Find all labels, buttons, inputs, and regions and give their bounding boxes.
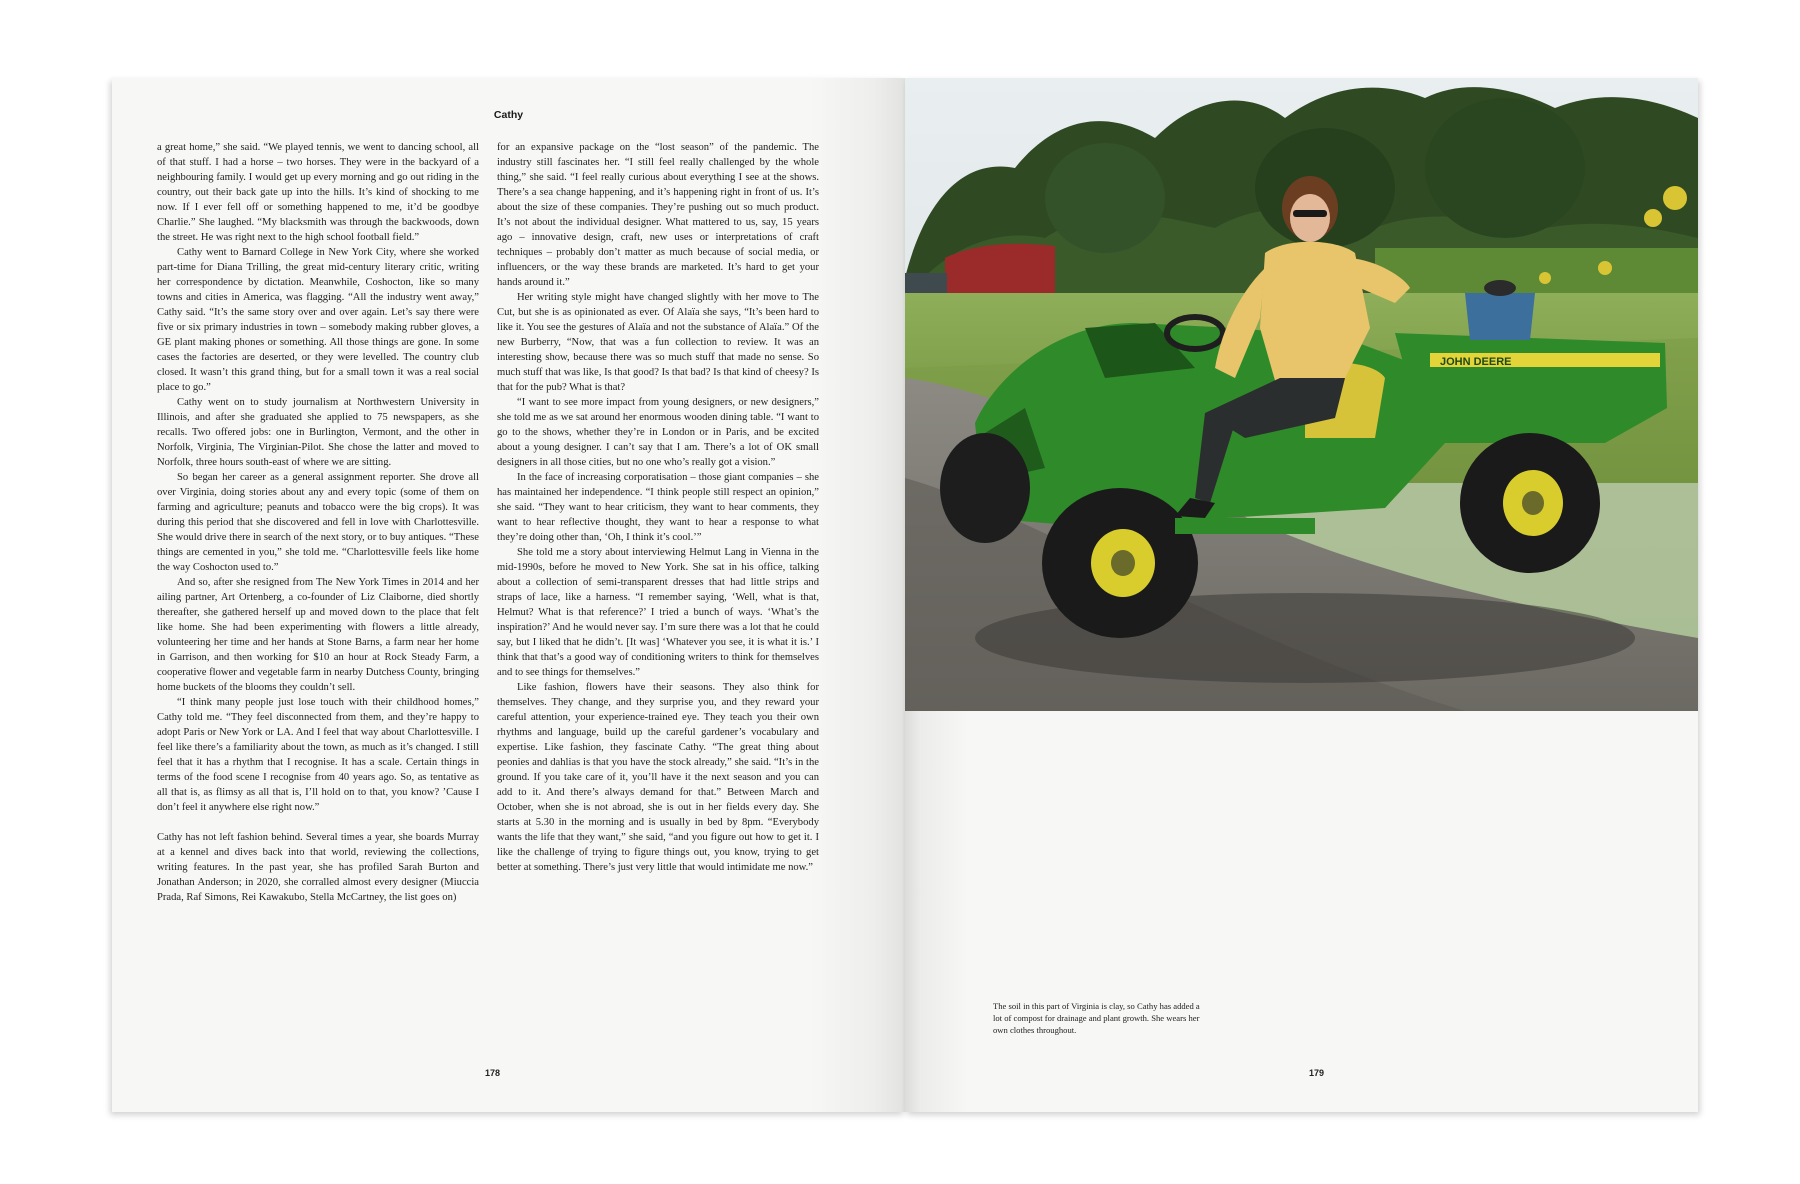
paragraph: “I think many people just lose touch with their childhood homes,” Cathy told me. “They feel disconnected from them, and they’re happy to adopt Paris or New York or LA. And I feel that way about Charlottesville. I feel like there’s a familiarity about the town, as much as it’s changed. I still feel that it has a rhythm that I recognise. It has a scale. Certain things in terms of the food scene I recognise from 40 years ago. So, as tentative as all that is, as flimsy as all that is, I’ll hold on to that, you know? ’Cause I don’t feel it anywhere else right now.” <box>157 697 479 813</box>
page-number: 179 <box>1309 1068 1325 1078</box>
blue-bucket <box>1465 293 1535 340</box>
paragraph: And so, after she resigned from The New York Times in 2014 and her ailing partner, Art Ortenberg, a co-founder of Liz Claiborne, died shortly thereafter, she gathered herself up and moved down to the place that felt like home. She had been experimenting with flowers a little already, volunteering her time and her hands at Stone Barns, a farm near her home in Garrison, and then working for $10 an hour at Rock Steady Farm, a cooperative flower and vegetable farm in nearby Dutchess County, bringing home buckets of the blooms they couldn’t sell. <box>157 577 479 693</box>
paragraph: Her writing style might have changed slightly with her move to The Cut, but she is as opinionated as ever. Of Alaïa she says, “It’s been hard to like it. You see the gestures of Alaïa and not the substance of Alaïa.” Of the new Burberry, “Now, that was a fun collection to review. It was an interesting show, because there was so much stuff that made no sense. So much stuff that was like, Is that good? Is that bad? Is that kind of cheesy? Is that for the pub? What is that? <box>497 292 819 393</box>
front-wheel <box>1042 488 1198 638</box>
running-head: Cathy <box>493 109 524 121</box>
article-column-1 <box>157 140 479 905</box>
page-number: 178 <box>485 1068 501 1078</box>
paragraph: In the face of increasing corporatisation – those giant companies – she has maintained her independence. “I think people still respect an opinion,” she said. “They want to hear criticism, they want to hear comments, they want to hear reflective thought, they want to hear a response to what they’re doing other than, ‘Oh, I think it’s cool.’” <box>497 472 819 543</box>
paragraph: Cathy has not left fashion behind. Several times a year, she boards Murray at a kennel and dives back into that world, reviewing the collections, writing features. In the past year, she has profiled Sarah Burton and Jonathan Anderson; in 2020, she corralled almost every designer (Miuccia Prada, Raf Simons, Rei Kawakubo, Stella McCartney, the list goes on) <box>157 832 479 903</box>
photo-illustration <box>905 78 1698 711</box>
paragraph: Cathy went on to study journalism at Northwestern University in Illinois, and after she graduated she applied to 75 newspapers, as she recalls. Two offered jobs: one in Burlington, Vermont, and the other in Norfolk, Virginia, The Virginian-Pilot. She chose the latter and moved to Norfolk, three hours south-east of where we are sitting. <box>157 397 479 468</box>
paragraph: Cathy went to Barnard College in New York City, where she worked part-time for Diana Trilling, the great mid-century literary critic, writing her correspondence by dictation. Meanwhile, Coshocton, like so many towns and cities in America, was flagging. “All the industry went away,” Cathy said. “It’s the same story over and over again. Let’s say there were five or six primary industries in town – somebody making rubber gloves, a GE plant making phones or something. All those things are gone. In some cases the factories are deserted, or they were levelled. The country club closed. It wasn’t this grand thing, but for a small town it was a real social place to go.” <box>157 247 479 393</box>
magazine-spread <box>112 78 1698 1112</box>
paragraph: for an expansive package on the “lost season” of the pandemic. The industry still fascinates her. “I still feel really challenged by the whole thing,” she said. “I feel really curious about everything I see at the shows. There’s a sea change happening, and it’s happening right in front of us. It’s about the size of these companies. They’re pushing out so much product. It’s not about the individual designer. What mattered to us, say, 15 years ago – innovative design, craft, new uses or interpretations of craft techniques – probably don’t matter as much because of social media, or influencers, or the way these brands are marketed. It’s hard to get your hands around it.” <box>497 142 819 288</box>
photo-caption: The soil in this part of Virginia is clay, so Cathy has added a lot of compost for drainage and plant growth. She wears her own clothes throughout. <box>993 1001 1200 1035</box>
paragraph: “I want to see more impact from young designers, or new designers,” she told me as we sat around her enormous wooden dining table. “I want to go to the shows, whether they’re in London or in Paris, and be excited about a young designer. I can’t say that I am. There’s a lot of OK small designers in all those cities, but no one who’s really got a vision.” <box>497 397 819 468</box>
paragraph: Like fashion, flowers have their seasons. They also think for themselves. They change, and they surprise you, and they reward your careful attention, your experience-trained eye. They teach you their own rhythms and language, build up the careful gardener’s vocabulary and expertise. Like fashion, they fascinate Cathy. “The great thing about peonies and dahlias is that you have the stock already,” she said. “It’s in the ground. If you take care of it, you’ll have it the next season and you can add to it. And there’s always demand for that.” Between March and October, when she is not abroad, she is out in her fields every day. She starts at 5.30 in the morning and is usually in bed by 8pm. “Everybody wants the life that they want,” she said, “and you figure out how to get it. I like the challenge of trying to figure things out, you know, trying to get better at something. There’s just very little that would intimidate me now.” <box>497 682 819 873</box>
paragraph: She told me a story about interviewing Helmut Lang in Vienna in the mid-1990s, before he moved to New York. She sat in his office, talking about a collection of semi-transparent dresses that had little strips and straps of lace, like a harness. “I remember saying, ‘Well, what is that, Helmut? What is that reference?’ I tried a bunch of ways. ‘What’s the inspiration?’ And he would never say. I’m sure there was a lot that he could say, but I liked that he didn’t. [It was] ‘Whatever you see, it is what it is.’ I think that that’s a good way of conditioning writers to think for themselves and to see things for themselves.” <box>497 547 819 678</box>
vehicle-brand-label: JOHN DEERE <box>1440 356 1512 368</box>
paragraph: So began her career as a general assignment reporter. She drove all over Virginia, doing stories about any and every topic (some of them on farming and agriculture; peanuts and tobacco were the big crops). It was during this period that she discovered and fell in love with Charlottesville. She would drive there in search of the next story, or to buy antiques. “These things are cemented in you,” she told me. “Charlottesville feels like home the way Coshocton used to.” <box>157 472 479 573</box>
rear-wheel <box>1460 433 1600 573</box>
photo-woman-on-utility-vehicle <box>905 78 1698 711</box>
article-column-2 <box>497 140 819 875</box>
front-left-wheel <box>940 433 1030 543</box>
left-page <box>112 78 905 1112</box>
paragraph: a great home,” she said. “We played tennis, we went to dancing school, all of that stuff. I had a horse – two horses. They were in the backyard of a neighbouring family. I would get up every morning and go out riding in the country, out their back gate up into the hills. It’s kind of shocking to me now. If I ever fell off or something happened to me, it’d be goodbye Charlie.” She laughed. “My blacksmith was through the backwoods, down the street. He was right next to the high school football field.” <box>157 142 479 243</box>
